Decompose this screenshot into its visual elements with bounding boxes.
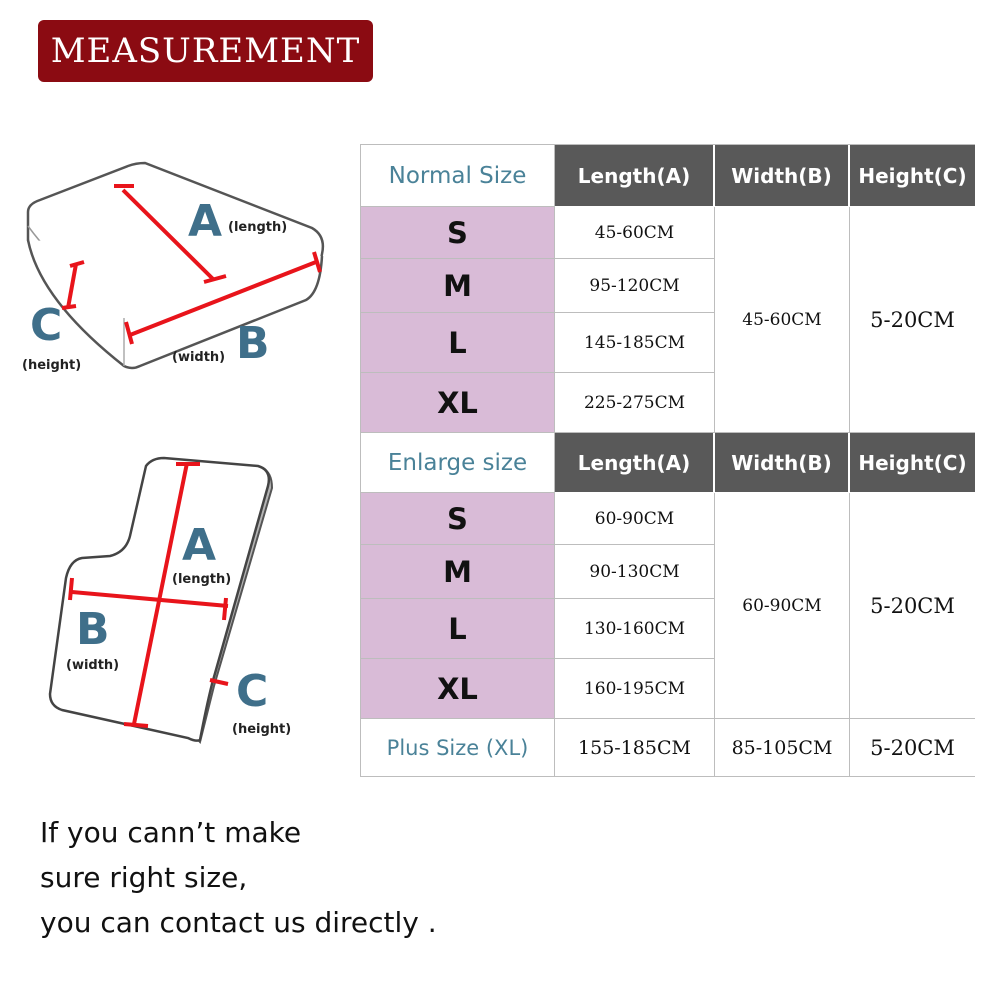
normal-header-length: Length(A): [555, 145, 715, 207]
enlarge-header-width: Width(B): [715, 433, 850, 493]
normal-size-xl: XL: [361, 373, 555, 433]
bottom-c-letter: C: [236, 666, 269, 717]
normal-size-m: M: [361, 259, 555, 313]
bottom-b-label: (width): [66, 658, 120, 673]
top-a-letter: A: [188, 196, 223, 247]
normal-size-s: S: [361, 207, 555, 259]
enlarge-length-l: 130-160CM: [555, 599, 715, 659]
top-c-label: (height): [22, 358, 82, 373]
enlarge-length-xl: 160-195CM: [555, 659, 715, 719]
enlarge-size-m: M: [361, 545, 555, 599]
top-c-letter: C: [30, 300, 63, 351]
enlarge-header-length: Length(A): [555, 433, 715, 493]
size-table: [360, 144, 975, 777]
plus-height: 5-20CM: [850, 719, 975, 777]
enlarge-length-m: 90-130CM: [555, 545, 715, 599]
normal-length-s: 45-60CM: [555, 207, 715, 259]
normal-length-l: 145-185CM: [555, 313, 715, 373]
normal-size-l: L: [361, 313, 555, 373]
enlarge-size-xl: XL: [361, 659, 555, 719]
enlarge-header-height: Height(C): [850, 433, 975, 493]
enlarge-length-s: 60-90CM: [555, 493, 715, 545]
contact-note: [40, 810, 437, 945]
note-line-2: sure right size,: [40, 861, 248, 894]
plus-width: 85-105CM: [715, 719, 850, 777]
note-line-3: you can contact us directly .: [40, 906, 437, 939]
bottom-a-label: (length): [172, 572, 232, 587]
enlarge-width: 60-90CM: [715, 493, 850, 719]
note-line-1: If you cann’t make: [40, 816, 302, 849]
top-b-label: (width): [172, 350, 226, 365]
top-a-label: (length): [228, 220, 288, 235]
normal-length-m: 95-120CM: [555, 259, 715, 313]
bottom-b-letter: B: [76, 604, 110, 655]
top-b-letter: B: [236, 318, 270, 369]
plus-length: 155-185CM: [555, 719, 715, 777]
normal-header-width: Width(B): [715, 145, 850, 207]
normal-height: 5-20CM: [850, 207, 975, 433]
bottom-c-label: (height): [232, 722, 292, 737]
normal-width: 45-60CM: [715, 207, 850, 433]
banner-title: MEASUREMENT: [50, 31, 361, 71]
enlarge-size-title: Enlarge size: [361, 433, 555, 493]
normal-size-title: Normal Size: [361, 145, 555, 207]
cushion-diagrams: [0, 0, 360, 800]
enlarge-height: 5-20CM: [850, 493, 975, 719]
plus-size-title: Plus Size (XL): [361, 719, 555, 777]
enlarge-size-l: L: [361, 599, 555, 659]
normal-length-xl: 225-275CM: [555, 373, 715, 433]
bottom-a-letter: A: [182, 520, 217, 571]
enlarge-size-s: S: [361, 493, 555, 545]
normal-header-height: Height(C): [850, 145, 975, 207]
